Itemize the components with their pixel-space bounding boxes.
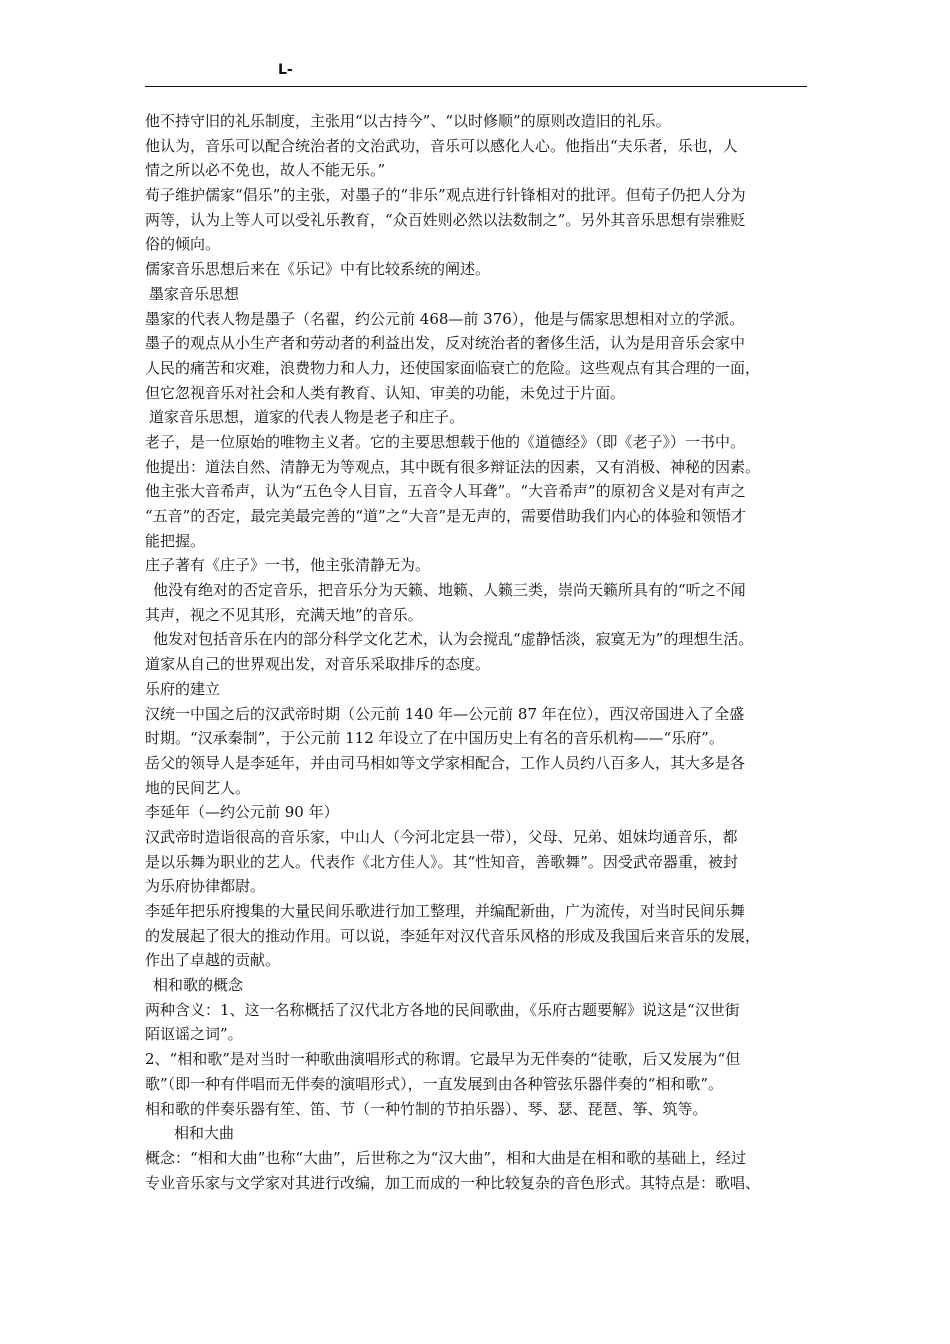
text-line: 能把握。 (145, 531, 206, 550)
text-line: “五音”的否定，最完美最完善的“道”之“大音”是无声的，需要借助我们内心的体验和领悟才 (145, 507, 747, 525)
text-line: 俗的倾向。 (145, 235, 221, 254)
text-line: 墨家的代表人物是墨子（名翟，约公元前 468—前 376），他是与儒家思想相对立的学派。 (145, 309, 745, 328)
text-line: 情之所以必不免也，故人不能无乐。” (145, 161, 386, 180)
text-line: 2、“相和歌”是对当时一种歌曲演唱形式的称谓。它最早为无伴奏的“徒歌，后又发展为“但 (145, 1050, 741, 1069)
text-line: 他不持守旧的礼乐制度，主张用“以古持今”、“以时修顺”的原则改造旧的礼乐。 (145, 112, 671, 130)
text-line: 墨家音乐思想 (149, 284, 240, 303)
text-line: 人民的痛苦和灾难，浪费物力和人力，还使国家面临衰亡的危险。这些观点有其合理的一面， (145, 358, 761, 377)
page-header (145, 62, 807, 89)
text-line: 相和歌的概念 (153, 976, 244, 995)
text-line: 汉统一中国之后的汉武帝时期（公元前 140 年—公元前 87 年在位），西汉帝国进入了全盛 (145, 704, 745, 723)
text-line: 儒家音乐思想后来在《乐记》中有比较系统的阐述。 (145, 260, 491, 279)
text-line: 但它忽视音乐对社会和人类有教育、认知、审美的功能，未免过于片面。 (145, 383, 626, 402)
text-line: 专业音乐家与文学家对其进行改编，加工而成的一种比较复杂的音色形式。其特点是：歌唱、 (145, 1173, 761, 1192)
text-line: 汉武帝时造诣很高的音乐家，中山人（今河北定县一带），父母、兄弟、姐妹均通音乐，都 (145, 827, 738, 846)
text-line: 地的民间艺人。 (145, 778, 251, 797)
text-line: 陌讴谣之词”。 (145, 1025, 243, 1044)
text-line: 相和歌的伴奏乐器有笙、笛、节（一种竹制的节拍乐器）、琴、瑟、琵琶、筝、筑等。 (145, 1099, 708, 1118)
text-line: 为乐府协律都尉。 (145, 877, 266, 896)
text-line: 道家从自己的世界观出发，对音乐采取排斥的态度。 (145, 655, 491, 674)
text-line: 庄子著有《庄子》一书，他主张清静无为。 (145, 556, 431, 575)
text-line: 是以乐舞为职业的艺人。代表作《北方佳人》。其“性知音，善歌舞”。因受武帝器重，被封 (145, 852, 738, 871)
text-line: 两等，认为上等人可以受礼乐教育，“众百姓则必然以法数制之”。另外其音乐思想有崇雅贬 (145, 210, 746, 229)
text-line: 李延年把乐府搜集的大量民间乐歌进行加工整理，并编配新曲，广为流传，对当时民间乐舞 (145, 902, 746, 920)
text-line: 乐府的建立 (145, 679, 221, 698)
text-line: 道家音乐思想，道家的代表人物是老子和庄子。 (149, 408, 465, 427)
text-line: 相和大曲 (174, 1124, 235, 1143)
header-rule (145, 86, 807, 87)
text-line: 他主张大音希声，认为“五色令人目盲，五音令人耳聋”。“大音希声”的原初含义是对有声之 (145, 482, 746, 501)
text-line: 墨子的观点从小生产者和劳动者的利益出发，反对统治者的奢侈生活，认为是用音乐会家中 (145, 334, 746, 353)
document-body (145, 109, 811, 1195)
header-mark: L- (278, 62, 293, 78)
text-line: 他发对包括音乐在内的部分科学文化艺术，认为会搅乱“虚静恬淡，寂寞无为”的理想生活。 (153, 630, 754, 649)
text-line: 他认为，音乐可以配合统治者的文治武功，音乐可以感化人心。他指出“夫乐者，乐也，人 (145, 136, 738, 155)
text-line: 作出了卓越的贡献。 (145, 951, 281, 970)
text-line: 两种含义：1、这一名称概括了汉代北方各地的民间歌曲，《乐府古题要解》说这是“汉世街 (145, 1000, 740, 1019)
text-line: 李延年（—约公元前 90 年） (145, 803, 339, 822)
text-line: 他提出：道法自然、清静无为等观点，其中既有很多辩证法的因素，又有消极、神秘的因素。 (145, 457, 761, 476)
text-line: 老子，是一位原始的唯物主义者。它的主要思想载于他的《道德经》（即《老子》）一书中。 (145, 432, 746, 451)
text-line: 概念：“相和大曲”也称“大曲”，后世称之为“汉大曲”，相和大曲是在相和歌的基础上，经过 (145, 1148, 747, 1167)
text-line: 歌”（即一种有伴唱而无伴奏的演唱形式），一直发展到由各种管弦乐器伴奏的“相和歌”。 (145, 1074, 724, 1093)
text-line: 岳父的领导人是李延年，并由司马相如等文学家相配合，工作人员约八百多人，其大多是各 (145, 753, 746, 772)
text-line: 其声，视之不见其形，充满天地”的音乐。 (145, 605, 423, 624)
text-line: 他没有绝对的否定音乐，把音乐分为天籁、地籁、人籁三类，崇尚天籁所具有的“听之不闻 (153, 581, 746, 600)
text-line: 时期。“汉承秦制”，于公元前 112 年设立了在中国历史上有名的音乐机构——“乐府”。 (145, 729, 724, 748)
text-line: 荀子维护儒家“倡乐”的主张，对墨子的“非乐”观点进行针锋相对的批评。但荀子仍把人分为 (145, 186, 746, 205)
text-line: 的发展起了很大的推动作用。可以说，李延年对汉代音乐风格的形成及我国后来音乐的发展， (145, 926, 761, 945)
